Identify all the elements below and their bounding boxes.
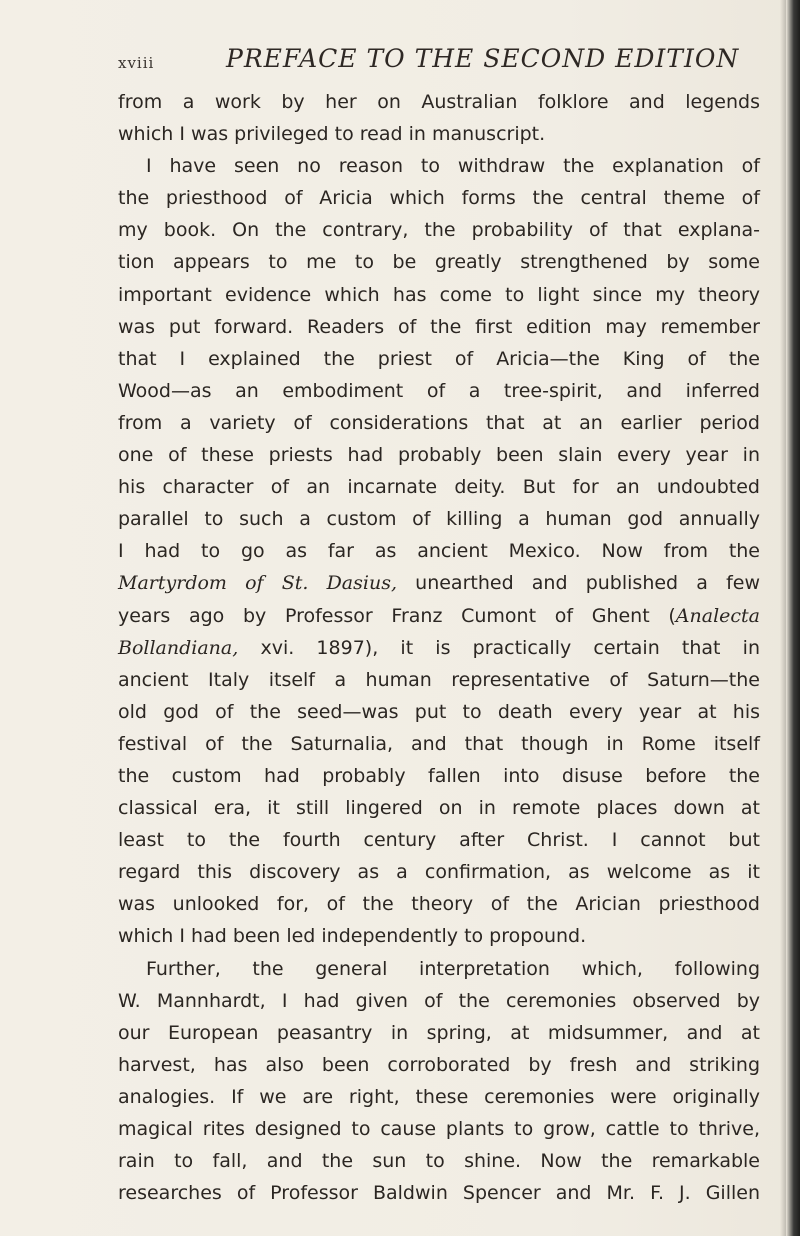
text-line: ancient Italy itself a human representative of Saturn—the bbox=[118, 668, 760, 691]
text-line bbox=[118, 600, 760, 632]
text-line: harvest, has also been corroborated by fresh and striking bbox=[118, 1053, 760, 1076]
text-line: Wood—as an embodiment of a tree-spirit, and inferred bbox=[118, 379, 760, 402]
page-edge-shadow bbox=[786, 0, 800, 1236]
text-line: my book. On the contrary, the probability of that explana- bbox=[118, 219, 760, 242]
running-head: PREFACE TO THE SECOND EDITION bbox=[226, 44, 740, 73]
text-line: from a variety of considerations that at an earlier period bbox=[118, 411, 760, 434]
text-line: the custom had probably fallen into disuse before the bbox=[118, 764, 760, 787]
page-header bbox=[118, 44, 758, 84]
text-line: our European peasantry in spring, at midsummer, and at bbox=[118, 1021, 760, 1044]
text-line: analogies. If we are right, these ceremonies were originally bbox=[118, 1085, 760, 1108]
text-line: that I explained the priest of Aricia—the King of the bbox=[118, 347, 760, 370]
text-line: was unlooked for, of the theory of the Arician priesthood bbox=[118, 893, 760, 916]
text-line: was put forward. Readers of the first edition may remember bbox=[118, 315, 760, 338]
text-line: I had to go as far as ancient Mexico. Now from the bbox=[118, 540, 760, 563]
book-title-martyrdom: Martyrdom of St. Dasius, bbox=[118, 572, 397, 595]
text-line: the priesthood of Aricia which forms the central theme of bbox=[118, 187, 760, 210]
text-line: which I had been led independently to propound. bbox=[118, 925, 587, 948]
text-segment: unearthed and published a few bbox=[397, 572, 760, 595]
book-title-analecta: Analecta bbox=[675, 604, 760, 627]
text-segment: xvi. 1897), it is practically certain that in bbox=[238, 636, 760, 659]
text-line bbox=[118, 632, 760, 664]
text-line: old god of the seed—was put to death every year at his bbox=[118, 700, 760, 723]
text-line: important evidence which has come to light since my theory bbox=[118, 283, 760, 306]
page-number: xviii bbox=[118, 54, 155, 72]
text-line: researches of Professor Baldwin Spencer and Mr. F. J. Gillen bbox=[118, 1182, 760, 1205]
text-line: parallel to such a custom of killing a human god annually bbox=[118, 508, 760, 531]
text-line: regard this discovery as a confirmation, as welcome as it bbox=[118, 861, 760, 884]
text-line: from a work by her on Australian folklore and legends bbox=[118, 91, 760, 113]
text-line: magical rites designed to cause plants to grow, cattle to thrive, bbox=[118, 1118, 760, 1140]
text-line: least to the fourth century after Christ. I cannot but bbox=[118, 829, 760, 852]
book-title-bollandiana: Bollandiana, bbox=[118, 636, 239, 659]
text-line: rain to fall, and the sun to shine. Now the remarkable bbox=[118, 1150, 760, 1173]
text-line: his character of an incarnate deity. But for an undoubted bbox=[118, 476, 760, 499]
text-line: one of these priests had probably been slain every year in bbox=[118, 444, 760, 467]
text-line: W. Mannhardt, I had given of the ceremonies observed by bbox=[118, 989, 760, 1012]
text-line: I have seen no reason to withdraw the explanation of bbox=[146, 155, 760, 178]
text-segment: years ago by Professor Franz Cumont of Ghent ( bbox=[118, 604, 676, 627]
body-text bbox=[118, 86, 760, 1209]
text-line: festival of the Saturnalia, and that though in Rome itself bbox=[118, 732, 760, 755]
text-line bbox=[118, 567, 760, 599]
text-line: which I was privileged to read in manuscript. bbox=[118, 123, 546, 146]
text-line: Further, the general interpretation which, following bbox=[146, 957, 760, 980]
text-line: classical era, it still lingered on in remote places down at bbox=[118, 797, 760, 820]
text-line: tion appears to me to be greatly strengthened by some bbox=[118, 251, 760, 274]
